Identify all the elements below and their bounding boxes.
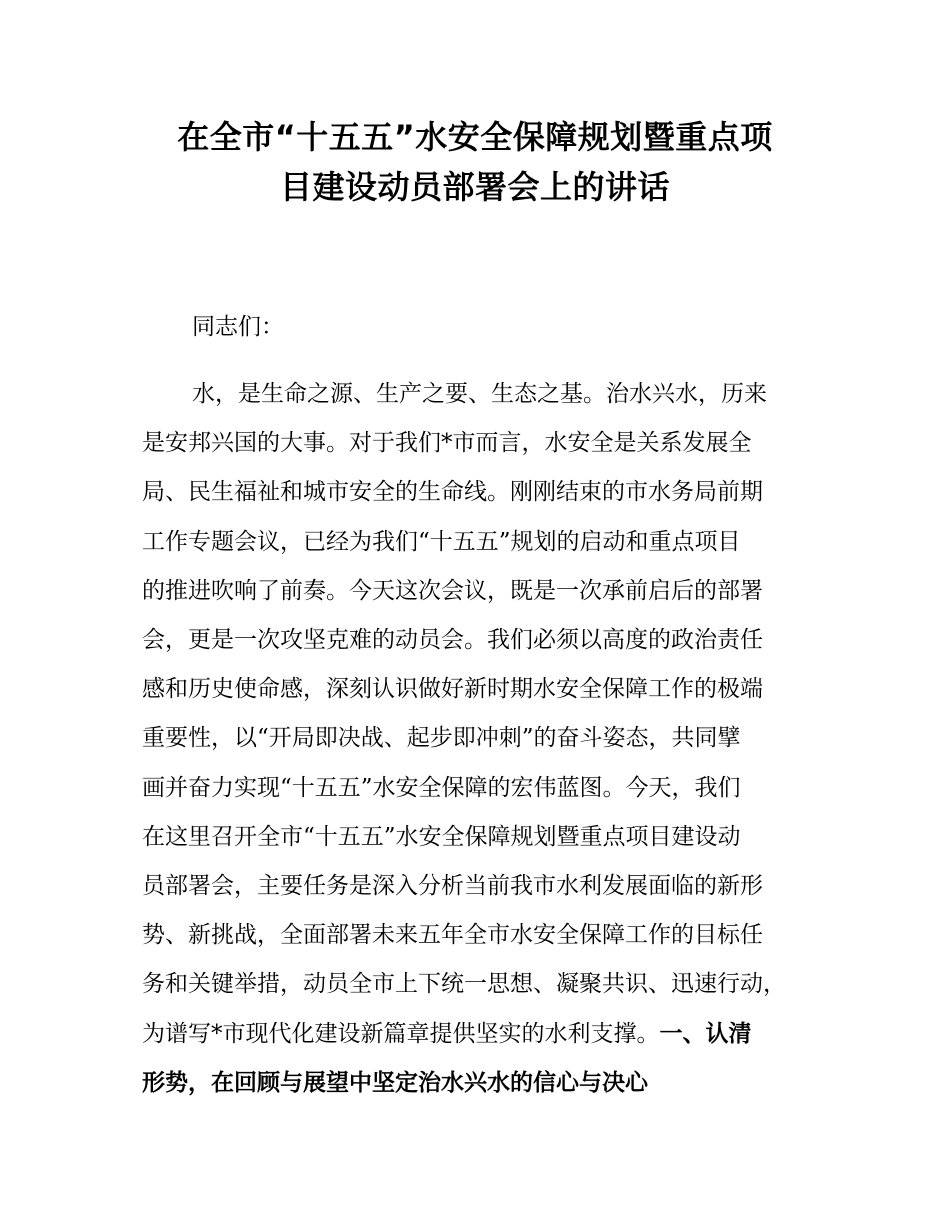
paragraph-line: 的推进吹响了前奏。今天这次会议，既是一次承前启后的部署 bbox=[142, 577, 763, 604]
body-paragraph bbox=[142, 370, 832, 1108]
paragraph-last-line-text: 为谱写*市现代化建设新篇章提供坚实的水利支撑。 bbox=[142, 1020, 660, 1047]
salutation: 同志们： bbox=[192, 314, 284, 340]
paragraph-line: 重要性，以“开局即决战、起步即冲刺”的奋斗姿态，共同擘 bbox=[142, 725, 741, 752]
section-heading-start: 一、认清 bbox=[659, 1020, 752, 1047]
paragraph-line: 感和历史使命感，深刻认识做好新时期水安全保障工作的极端 bbox=[142, 676, 763, 703]
section-heading-continued: 形势，在回顾与展望中坚定治水兴水的信心与决心 bbox=[142, 1069, 648, 1096]
title-line-2: 目建设动员部署会上的讲话 bbox=[279, 168, 670, 206]
document-title bbox=[120, 112, 830, 212]
paragraph-line: 势、新挑战，全面部署未来五年全市水安全保障工作的目标任 bbox=[142, 922, 763, 949]
paragraph-line: 员部署会，主要任务是深入分析当前我市水利发展面临的新形 bbox=[142, 873, 763, 900]
paragraph-line: 会，更是一次攻坚克难的动员会。我们必须以高度的政治责任 bbox=[142, 627, 763, 654]
paragraph-line: 是安邦兴国的大事。对于我们*市而言，水安全是关系发展全 bbox=[142, 430, 752, 457]
paragraph-line: 在这里召开全市“十五五”水安全保障规划暨重点项目建设动 bbox=[142, 823, 741, 850]
paragraph-line: 局、民生福祉和城市安全的生命线。刚刚结束的市水务局前期 bbox=[142, 479, 763, 506]
paragraph-line: 画并奋力实现“十五五”水安全保障的宏伟蓝图。今天，我们 bbox=[142, 774, 741, 801]
paragraph-line: 工作专题会议，已经为我们“十五五”规划的启动和重点项目 bbox=[142, 528, 741, 555]
title-line-1: 在全市“十五五”水安全保障规划暨重点项 bbox=[177, 118, 773, 156]
paragraph-line: 水，是生命之源、生产之要、生态之基。治水兴水，历来 bbox=[192, 381, 767, 407]
paragraph-last-line bbox=[142, 1010, 832, 1059]
paragraph-line: 务和关键举措，动员全市上下统一思想、凝聚共识、迅速行动， bbox=[142, 971, 786, 998]
